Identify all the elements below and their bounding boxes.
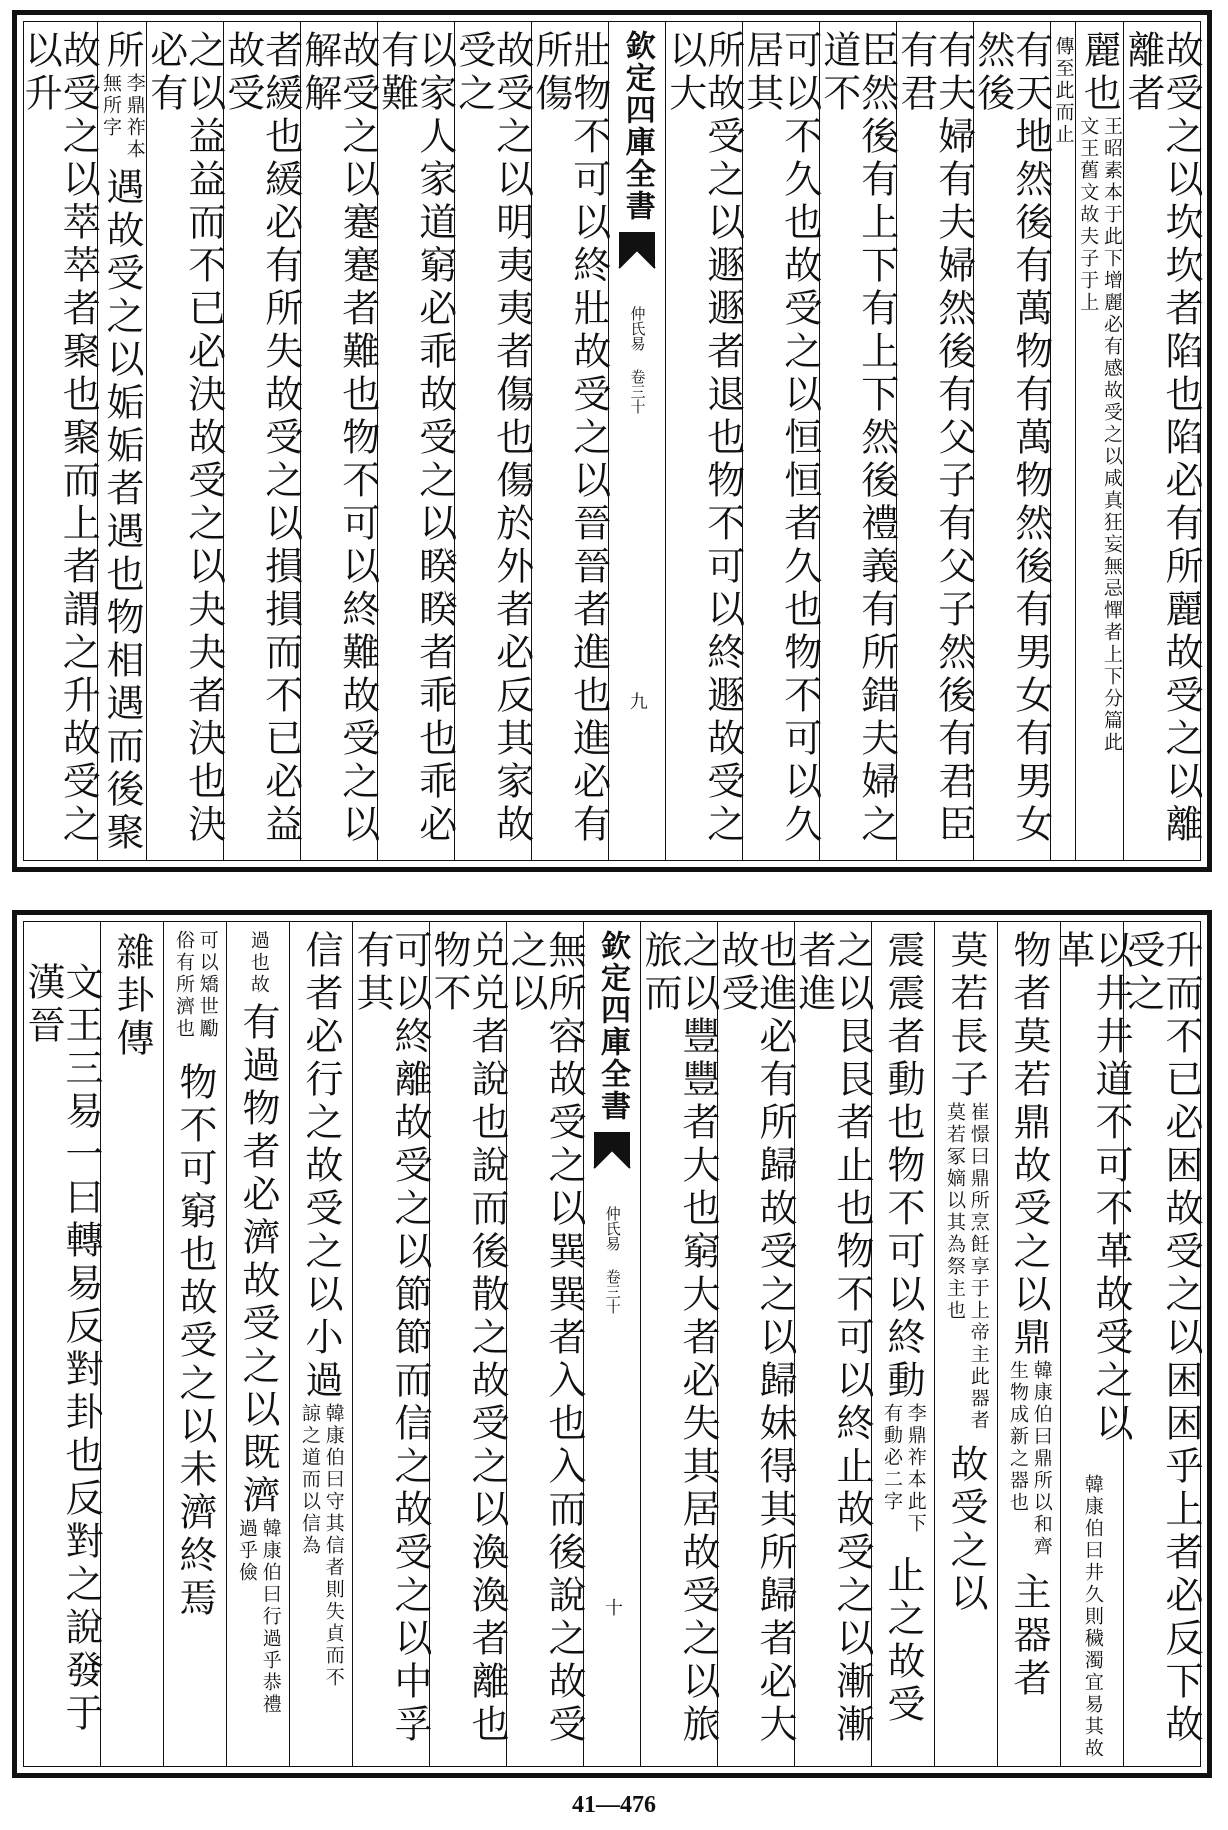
commentary-note: 韓康伯曰井久則穢濁宜易其故 [1081,1474,1104,1761]
text-column [21,922,103,1766]
main-text: 主器者 [1007,1572,1051,1701]
main-text: 物不可窮也故受之以未濟終焉 [173,1062,217,1621]
commentary-note: 李鼎祚本此下有動必二字 [881,1403,927,1535]
main-text: 遇故受之以姤姤者遇也物相遇而後聚 [100,167,144,855]
main-text: 麗也 [1077,30,1122,116]
upper-page-frame [12,10,1212,872]
lower-inner-border [23,921,1201,1767]
commentary-note: 傳至此而止 [1052,36,1075,146]
text-column [143,22,226,860]
commentary-note: 韓康伯曰守其信者則失貞而不諒之道而以信為 [299,1403,345,1689]
main-text: 止之故受 [881,1555,925,1727]
text-column [893,22,976,860]
lower-page-frame [12,910,1212,1778]
main-text: 信者必行之故受之以小過 [299,930,343,1403]
page-footer-number: 41—476 [572,1792,656,1818]
text-column [871,922,934,1766]
main-text: 所 [100,30,144,73]
main-text: 之以艮艮者止也物不可以終止故受之以漸漸者進 [792,930,874,1747]
chapter-label: 仲氏易 卷三十 [603,1206,622,1314]
main-text: 之以益益而不已必決故受之以夬夬者決也決必有 [143,30,226,847]
text-column [451,22,534,860]
text-column [18,22,101,860]
main-text: 莫若長子 [944,930,988,1102]
page-number: 十 [602,1598,623,1616]
text-column [504,922,586,1766]
fish-tail-mark-icon [592,1128,632,1172]
text-column [1121,22,1203,860]
main-text: 以家人家道窮必乖故受之以睽睽者乖也乖必有難 [374,30,457,847]
text-column [1075,22,1124,860]
commentary-note: 韓康伯曰鼎所以和齊生物成新之器也 [1007,1360,1053,1558]
main-text: 故受之以 [944,1444,988,1616]
main-text: 也進必有所歸故受之以歸妹得其所歸者必大故受 [715,930,797,1747]
text-column [427,922,509,1766]
text-column [289,922,352,1766]
main-text: 物者莫若鼎故受之以鼎 [1007,930,1051,1360]
main-text: 故受之以蹇蹇者難也物不可以終難故受之以解解 [297,30,380,847]
center-gutter [608,22,665,860]
main-text: 有天地然後有萬物有萬物然後有男女有男女然後 [970,30,1053,847]
text-column [226,922,289,1766]
text-column [662,22,745,860]
main-text: 可以不久也故受之以恒恒者久也物不可以久居其 [739,30,822,847]
text-column [1051,922,1133,1766]
main-text: 者緩也緩必有所失故受之以損損而不已必益故受 [220,30,303,847]
text-column [220,22,303,860]
main-text: 升而不已必困故受之以困困乎上者必反下故受之 [1121,930,1203,1747]
main-text: 有夫婦有夫婦然後有父子有父子然後有君臣有君 [893,30,976,847]
text-column [1050,22,1075,860]
main-text: 有過物者必濟故受之以既濟 [236,1002,280,1518]
text-column [350,922,432,1766]
commentary-note: 崔憬曰鼎所烹飪享于上帝主此器者莫若冢嫡以其為祭主也 [944,1102,990,1432]
commentary-note: 李鼎祚本無所字 [100,73,146,161]
upper-inner-border [18,21,1203,861]
commentary-note: 過也故 [247,930,270,996]
book-title: 欽定四庫全書 [595,930,630,1122]
main-text: 兑兑者說也說而後散之故受之以渙渙者離也物不 [427,930,509,1747]
main-text: 可以終離故受之以節節而信之故受之以中孚有其 [350,930,432,1747]
text-column [816,22,899,860]
main-text: 故受之以萃萃者聚也聚而上者謂之升故受之以升 [18,30,101,847]
chapter-label: 仲氏易 卷三十 [628,306,647,414]
main-text: 壯物不可以終壯故受之以晉晉者進也進必有所傷 [528,30,611,847]
page-number: 九 [626,692,648,710]
commentary-note: 可以矯世勵俗有所濟也 [173,930,219,1040]
main-text: 無所容故受之以巽巽者入也入而後說之故受之以 [504,930,586,1747]
text-column [297,22,380,860]
main-text: 故受之以明夷夷者傷也傷於外者必反其家故受之 [451,30,534,847]
text-column [739,22,822,860]
text-column [638,922,720,1766]
main-text: 臣然後有上下有上下然後禮義有所錯夫婦之道不 [816,30,899,847]
text-column [528,22,611,860]
main-text: 以井井道不可不革故受之以革 [1051,930,1133,1446]
commentary-note: 王昭素本于此下增麗必有感故受之以咸真狂妄無忌憚者上下分篇此文王舊文故夫子于上 [1077,116,1123,754]
main-text: 震震者動也物不可以終動 [881,930,925,1403]
text-column [970,22,1053,860]
text-column [934,922,997,1766]
book-title: 欽定四庫全書 [619,30,655,222]
main-text: 所故受之以遯遯者退也物不可以終遯故受之以大 [662,30,745,847]
section-title-column [100,922,163,1766]
section-title: 雜卦傳 [110,932,154,1061]
text-column [715,922,797,1766]
text-column [997,922,1060,1766]
lower-text-columns [21,922,1203,1766]
text-column [792,922,874,1766]
main-text: 故受之以坎坎者陷也陷必有所麗故受之以離離者 [1121,30,1203,847]
main-text: 之以豐豐者大也窮大者必失其居故受之以旅旅而 [638,930,720,1747]
text-column [1121,922,1203,1766]
commentary-note: 韓康伯曰行過乎恭禮過乎儉 [236,1518,282,1716]
upper-text-columns [18,22,1203,860]
text-column [163,922,226,1766]
text-column [97,22,146,860]
main-text: 文王三易一曰轉易反對卦也反對之說發于漢晉 [21,962,103,1736]
fish-tail-mark-icon [617,228,657,272]
center-gutter [583,922,640,1766]
text-column [374,22,457,860]
